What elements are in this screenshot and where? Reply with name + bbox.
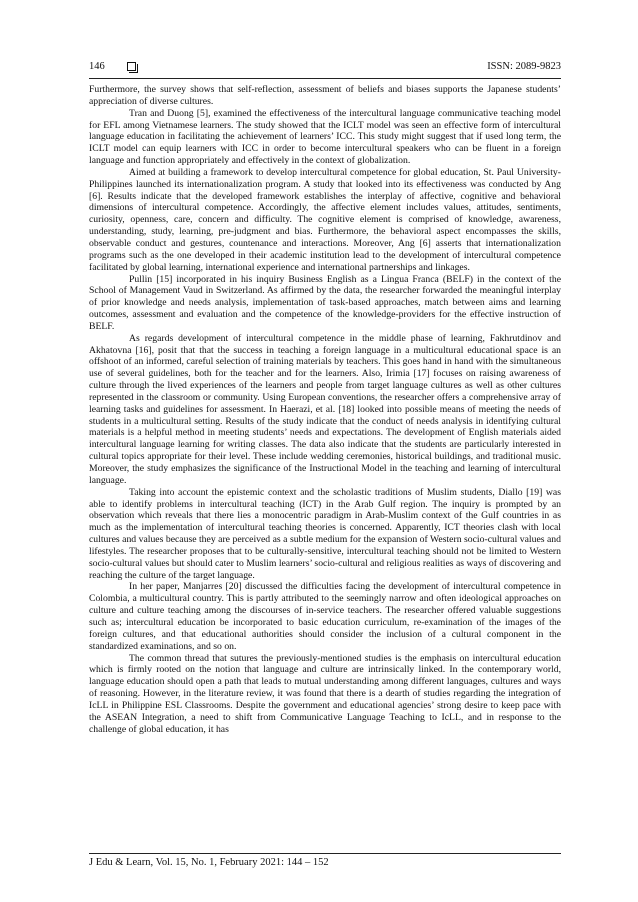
paragraph: Pullin [15] incorporated in his inquiry Business English as a Lingua Franca (BELF) in the context of the School of Management Vaud in Switzerland. As affirmed by the data, the researcher forwarded the meaningful interplay of prior knowledge and needs analysis, implementation of task-based approaches, match between aims and learning outcomes, assessment and evaluation and the competence of the knowledge-providers for the effective instruction of BELF. [89, 273, 561, 332]
journal-citation: J Edu & Learn, Vol. 15, No. 1, February 2021: 144 – 152 [89, 857, 329, 868]
issn-label: ISSN: 2089-9823 [487, 61, 561, 72]
paragraph: As regards development of intercultural competence in the middle phase of learning, Fakhrutdinov and Akhatovna [16], posit that that the success in teaching a foreign language in a multicultural educational space is an offshoot of an informed, careful selection of training materials by teachers. This goes hand in hand with the simultaneous use of several guidelines, both for the teacher and for the learners. Also, Irimia [17] focuses on raising awareness of culture through the lived experiences of the learners and people from target language cultures as well as other cultures represented in the classroom or community. Using European conventions, the researcher offers a comprehensive array of learning tasks and guidelines for assessment. In Haerazi, et al. [18] looked into possible means of meeting the needs of students in a multicultural setting. Results of the study indicate that the conduct of needs analysis in identifying cultural materials is a helpful method in meeting students’ needs and expectations. The development of English materials aided intercultural language learning for writing classes. The data also indicate that the students are particularly interested in cultural topics appropriate for their level. These include wedding ceremonies, historical buildings, and traditional music. Moreover, the study emphasizes the significance of the Instructional Model in the teaching and learning of intercultural language. [89, 332, 561, 486]
paragraph: Tran and Duong [5], examined the effectiveness of the intercultural language communicative teaching model for EFL among Vietnamese learners. The study showed that the ICLT model was seen an effective form of intercultural language education in facilitating the achievement of learners’ ICC. This study might suggest that if used long term, the ICLT model can equip learners with ICC in order to become intercultural speakers who can be fluent in a foreign language and function appropriately and effectively in the context of globalization. [89, 107, 561, 167]
page-header [89, 60, 561, 76]
paragraph: Aimed at building a framework to develop intercultural competence for global education, St. Paul University- Philippines launched its internationalization program. A study that looked into its effectiveness was conducted by Ang [6]. Results indicate that the developed framework establishes the interplay of affective, cognitive and behavioral dimensions of intercultural competence. Accordingly, the affective element includes values, attitudes, sentiments, curiosity, openness, care, concern and difficulty. The cognitive element is comprised of knowledge, awareness, understanding, study, learning, pre-judgment and bias. Furthermore, the behavioral aspect encompasses the skills, observable conduct and gestures, countenance and interactions. Moreover, Ang [6] asserts that internationalization programs such as the one developed in their academic institution lead to the development of intercultural competence facilitated by global learning, international experience and international partnerships and linkages. [89, 166, 561, 273]
paragraph: In her paper, Manjarres [20] discussed the difficulties facing the development of intercultural competence in Colombia, a multicultural country. This is partly attributed to the seemingly narrow and often ideological approaches on culture and culture teaching among the discourses of in-service teachers. The researcher offered valuable suggestions such as; intercultural education be incorporated to basic education curriculum, re-examination of the images of the foreign cultures, and that educational authorities should consider the inclusion of a cultural component in the standardized examinations, and so on. [89, 581, 561, 652]
page-number: 146 [89, 61, 105, 72]
paragraph: Taking into account the epistemic context and the scholastic traditions of Muslim students, Diallo [19] was able to identify problems in intercultural teaching (ICT) in the Arab Gulf region. The inquiry is prompted by an observation which reveals that there lies a monocentric paradigm in Arab-Muslim context of the Gulf countries in as much as the implementation of intercultural teaching theories is concerned. Apparently, ICT theories clash with local cultures and values because they are perceived as a subtle medium for the expansion of Western socio-cultural values and lifestyles. The researcher proposes that to be culturally-sensitive, intercultural teaching should not be limited to Western socio-cultural values but should cater to Muslim learners’ socio-cultural and religious realities as ways of discovering and reaching the culture of the target language. [89, 486, 561, 581]
square-icon [127, 62, 136, 71]
paragraph: Furthermore, the survey shows that self-reflection, assessment of beliefs and biases supports the Japanese students’ appreciation of diverse cultures. [89, 84, 561, 107]
paragraph: The common thread that sutures the previously-mentioned studies is the emphasis on intercultural education which is firmly rooted on the notion that language and culture are intrinsically linked. In the contemporary world, language education should open a path that leads to mutual understanding among different languages, cultures and ways of reasoning. However, in the literature review, it was found that there is a dearth of studies regarding the integration of IcLL in Philippine ESL Classrooms. Despite the government and educational agencies’ strong desire to keep pace with the ASEAN Integration, a need to shift from Communicative Language Teaching to IcLL, and in response to the challenge of global education, it has [89, 652, 561, 735]
header-divider [89, 78, 561, 79]
article-body [89, 84, 561, 735]
footer-divider [89, 853, 561, 854]
